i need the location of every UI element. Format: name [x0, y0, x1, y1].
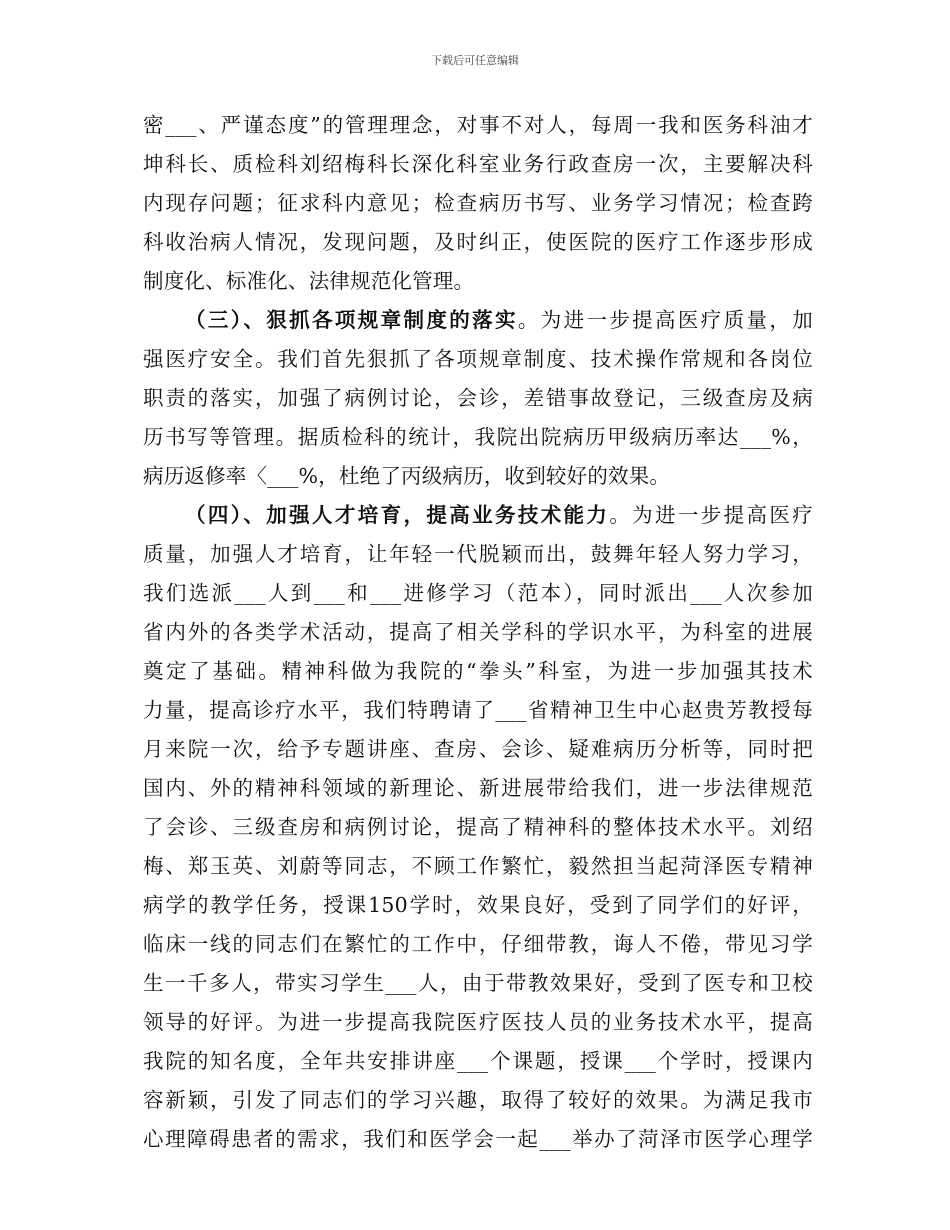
page-header: 下载后可任意编辑: [431, 54, 519, 67]
text-line: 病学的教学任务，授课150学时，效果良好，受到了同学们的好评，: [143, 893, 813, 917]
document-body: [143, 106, 813, 1159]
text-line: 内现存问题；征求科内意见；检查病历书写、业务学习情况；检查跨: [143, 191, 813, 215]
text-line: 科收治病人情况，发现问题，及时纠正，使医院的医疗工作逐步形成: [143, 230, 813, 254]
text-run: 。为进一步提高医疗: [609, 503, 813, 527]
text-line: 容新颖，引发了同志们的学习兴趣，取得了较好的效果。为满足我市: [143, 1088, 813, 1112]
section-heading-four: （四）、加强人才培育，提高业务技术能力: [185, 503, 610, 527]
paragraph-talent: [143, 496, 813, 1159]
text-line: 领导的好评。为进一步提高我院医疗医技人员的业务技术水平，提高: [143, 1010, 813, 1034]
text-line: 制度化、标准化、法律规范化管理。: [143, 269, 475, 293]
text-line: 省内外的各类学术活动，提高了相关学科的学识水平，为科室的进展: [143, 620, 813, 644]
text-line: 密___、严谨态度”的管理理念，对事不对人，每周一我和医务科油才: [143, 113, 813, 137]
paragraph-management: [143, 106, 813, 301]
section-heading-three: （三）、狠抓各项规章制度的落实: [185, 308, 518, 332]
text-line: 职责的落实，加强了病例讨论，会诊，差错事故登记，三级查房及病: [143, 386, 813, 410]
text-run: 。为进一步提高医疗质量，加: [517, 308, 813, 332]
text-line: [143, 301, 813, 340]
text-line: 我们选派___人到___和___进修学习（范本），同时派出___人次参加: [143, 581, 813, 605]
text-line: 历书写等管理。据质检科的统计，我院出院病历甲级病历率达___%，: [143, 425, 813, 449]
text-line: [143, 496, 813, 535]
text-line: 临床一线的同志们在繁忙的工作中，仔细带教，诲人不倦，带见习学: [143, 932, 813, 956]
text-line: 月来院一次，给予专题讲座、查房、会诊、疑难病历分析等，同时把: [143, 737, 813, 761]
text-line: 强医疗安全。我们首先狠抓了各项规章制度、技术操作常规和各岗位: [143, 347, 813, 371]
text-line: 梅、郑玉英、刘蔚等同志，不顾工作繁忙，毅然担当起菏泽医专精神: [143, 854, 813, 878]
text-line: 病历返修率〈___%，杜绝了丙级病历，收到较好的效果。: [143, 464, 671, 488]
text-line: 国内、外的精神科领域的新理论、新进展带给我们，进一步法律规范: [143, 776, 813, 800]
paragraph-rules: [143, 301, 813, 496]
text-line: 我院的知名度，全年共安排讲座___个课题，授课___个学时，授课内: [143, 1049, 813, 1073]
text-line: 了会诊、三级查房和病例讨论，提高了精神科的整体技术水平。刘绍: [143, 815, 813, 839]
text-line: 坤科长、质检科刘绍梅科长深化科室业务行政查房一次，主要解决科: [143, 152, 813, 176]
text-line: 奠定了基础。精神科做为我院的“拳头”科室，为进一步加强其技术: [143, 659, 813, 683]
text-line: 质量，加强人才培育，让年轻一代脱颖而出，鼓舞年轻人努力学习，: [143, 542, 813, 566]
text-line: 生一千多人，带实习学生___人，由于带教效果好，受到了医专和卫校: [143, 971, 813, 995]
text-line: 力量，提高诊疗水平，我们特聘请了___省精神卫生中心赵贵芳教授每: [143, 698, 813, 722]
text-line: 心理障碍患者的需求，我们和医学会一起___举办了菏泽市医学心理学: [143, 1127, 813, 1151]
